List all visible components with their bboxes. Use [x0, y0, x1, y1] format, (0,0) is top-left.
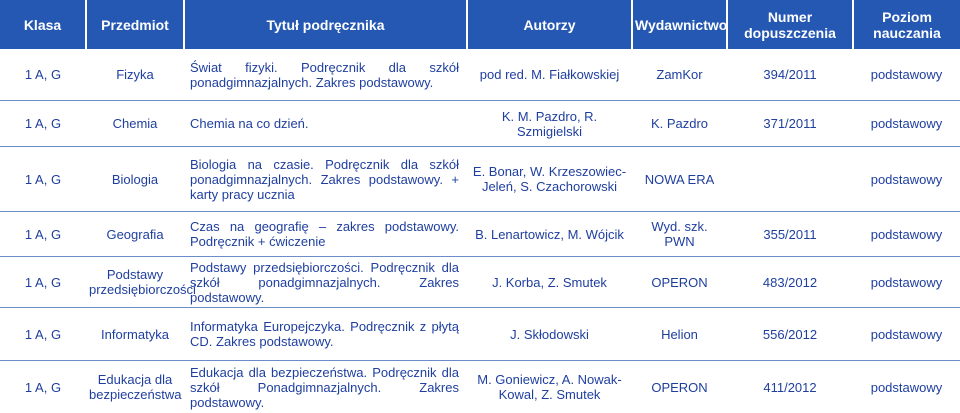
header-przedmiot: Przedmiot: [86, 0, 184, 49]
table-row: [0, 361, 960, 413]
cell-przedmiot: Podstawy przedsiębiorczości: [86, 257, 184, 308]
header-autorzy: Autorzy: [467, 0, 632, 49]
cell-autorzy: J. Skłodowski: [467, 308, 632, 361]
table-row: [0, 212, 960, 257]
table-row: [0, 147, 960, 212]
header-tytul: Tytuł podręcznika: [184, 0, 467, 49]
cell-poziom: podstawowy: [853, 308, 960, 361]
cell-autorzy: M. Goniewicz, A. Nowak-Kowal, Z. Smutek: [467, 361, 632, 413]
cell-numer: 355/2011: [727, 212, 853, 257]
header-numer: [727, 0, 853, 49]
cell-przedmiot: Fizyka: [86, 49, 184, 101]
cell-przedmiot: Edukacja dla bezpieczeństwa: [86, 361, 184, 413]
cell-poziom: podstawowy: [853, 147, 960, 212]
cell-wydawnictwo: ZamKor: [632, 49, 727, 101]
cell-przedmiot: Informatyka: [86, 308, 184, 361]
cell-klasa: 1 A, G: [0, 49, 86, 101]
cell-numer: [727, 147, 853, 212]
cell-autorzy: K. M. Pazdro, R. Szmigielski: [467, 101, 632, 147]
cell-wydawnictwo: OPERON: [632, 361, 727, 413]
cell-tytul: Edukacja dla bezpieczeństwa. Podręcznik dla szkół Ponadgimnazjalnych. Zakres podstawowy.: [184, 361, 467, 413]
cell-tytul: Biologia na czasie. Podręcznik dla szkół ponadgimnazjalnych. Zakres podstawowy. + karty pracy ucznia: [184, 147, 467, 212]
cell-klasa: 1 A, G: [0, 361, 86, 413]
table-row: [0, 308, 960, 361]
cell-poziom: podstawowy: [853, 361, 960, 413]
cell-tytul: Podstawy przedsiębiorczości. Podręcznik dla szkół ponadgimnazjalnych. Zakres podstawowy.: [184, 257, 467, 308]
cell-autorzy: pod red. M. Fiałkowskiej: [467, 49, 632, 101]
cell-wydawnictwo: Wyd. szk. PWN: [632, 212, 727, 257]
cell-autorzy: E. Bonar, W. Krzeszowiec-Jeleń, S. Czachorowski: [467, 147, 632, 212]
cell-autorzy: B. Lenartowicz, M. Wójcik: [467, 212, 632, 257]
cell-tytul: Czas na geografię – zakres podstawowy. Podręcznik + ćwiczenie: [184, 212, 467, 257]
header-numer-line2: dopuszczenia: [744, 25, 836, 41]
cell-numer: 483/2012: [727, 257, 853, 308]
cell-wydawnictwo: K. Pazdro: [632, 101, 727, 147]
table-row: [0, 257, 960, 308]
cell-tytul: Świat fizyki. Podręcznik dla szkół ponadgimnazjalnych. Zakres podstawowy.: [184, 49, 467, 101]
header-poziom-line2: nauczania: [873, 25, 941, 41]
cell-klasa: 1 A, G: [0, 101, 86, 147]
header-row: [0, 0, 960, 49]
cell-autorzy: J. Korba, Z. Smutek: [467, 257, 632, 308]
cell-przedmiot: Biologia: [86, 147, 184, 212]
cell-poziom: podstawowy: [853, 101, 960, 147]
cell-numer: 556/2012: [727, 308, 853, 361]
cell-klasa: 1 A, G: [0, 147, 86, 212]
table-row: [0, 101, 960, 147]
cell-klasa: 1 A, G: [0, 308, 86, 361]
cell-wydawnictwo: NOWA ERA: [632, 147, 727, 212]
header-poziom: [853, 0, 960, 49]
cell-przedmiot: Geografia: [86, 212, 184, 257]
header-klasa: Klasa: [0, 0, 86, 49]
cell-poziom: podstawowy: [853, 212, 960, 257]
cell-wydawnictwo: Helion: [632, 308, 727, 361]
header-poziom-line1: Poziom: [882, 9, 932, 25]
cell-tytul: Chemia na co dzień.: [184, 101, 467, 147]
cell-tytul: Informatyka Europejczyka. Podręcznik z płytą CD. Zakres podstawowy.: [184, 308, 467, 361]
cell-poziom: podstawowy: [853, 49, 960, 101]
cell-numer: 371/2011: [727, 101, 853, 147]
table-row: [0, 49, 960, 101]
cell-numer: 411/2012: [727, 361, 853, 413]
cell-poziom: podstawowy: [853, 257, 960, 308]
header-wydawnictwo: Wydawnictwo: [632, 0, 727, 49]
cell-klasa: 1 A, G: [0, 212, 86, 257]
cell-przedmiot: Chemia: [86, 101, 184, 147]
cell-wydawnictwo: OPERON: [632, 257, 727, 308]
cell-numer: 394/2011: [727, 49, 853, 101]
header-numer-line1: Numer: [768, 9, 812, 25]
cell-klasa: 1 A, G: [0, 257, 86, 308]
